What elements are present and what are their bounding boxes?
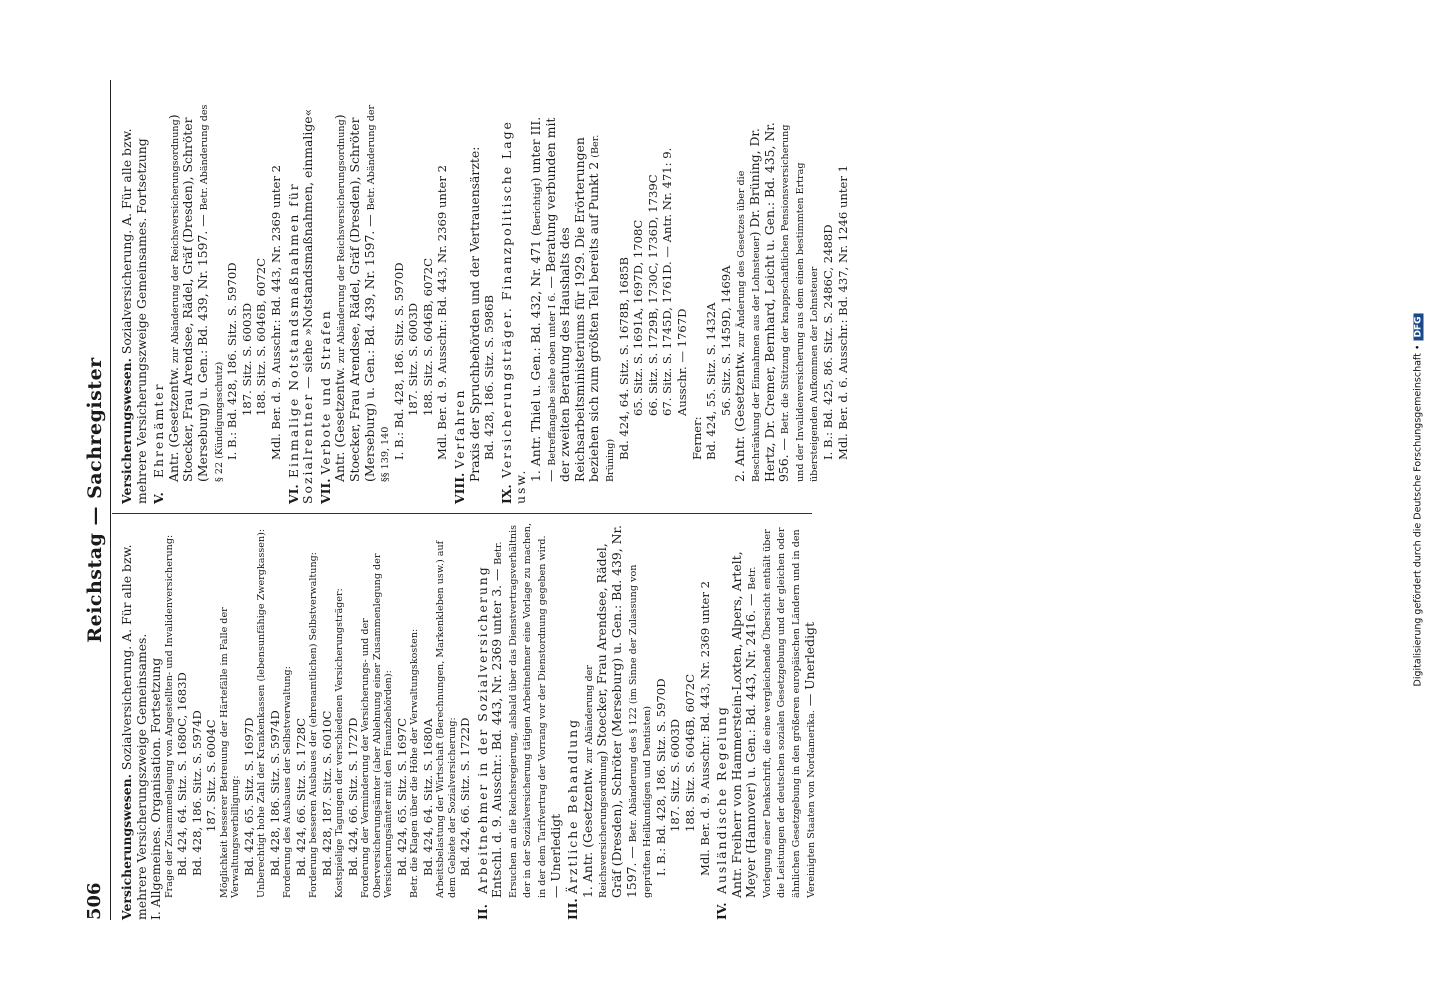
index-entry: Bd. 428, 186. Sitz. S. 5974D (189, 710, 204, 876)
index-entry: Bd. 428, 186. Sitz. S. 5986B (482, 294, 497, 460)
index-entry: 2. Antr. (Gesetzentw. zur Änderung des Gesetzes über die Beschränkung der Einnahmen aus der Lohnsteuer) Dr. Brüning, Dr. Hertz, Dr. Cremer, Bernhard, Leicht u. Gen.: Bd. 435, Nr. 956. — Betr. die Stützung der knappschaftlichen Pensionsversicherung und der Invalidenversicherung aus dem einen bestimmten Ertrag übersteigenden Aufkommen der Lohnsteuer (732, 122, 821, 482)
index-entry: 65. Sitz. S. 1691A, 1697D, 1708C (631, 219, 646, 416)
index-entry: I. B.: Bd. 428, 186. Sitz. S. 5970D (391, 262, 406, 460)
funding-note: Digitalisierung gefördert durch die Deutsche Forschungsgemeinschaft • (1412, 344, 1424, 687)
index-entry: Unberechtigt hohe Zahl der Krankenkassen (lebensunfähige Zwergkassen): (256, 528, 268, 898)
index-entry: 187. Sitz. S. 6004C (204, 719, 219, 832)
index-entry: Bd. 424, 65. Sitz. S. 1697C (394, 718, 409, 876)
index-entry: III. Ärztliche Behandlung (565, 717, 581, 920)
index-entry: VIII. Verfahren (452, 388, 468, 504)
index-entry: I. B.: Bd. 428, 186. Sitz. S. 5970D (225, 262, 240, 460)
index-entry: Bd. 424, 64. Sitz. S. 1680A (420, 718, 435, 876)
index-entry: 188. Sitz. S. 6046B, 6072C (682, 674, 697, 832)
margin-credit (1413, 314, 1424, 687)
index-entry: 56. Sitz. S. 1459D, 1469A (718, 265, 733, 416)
index-entry: Mdl. Ber. d. 9. Ausschr.: Bd. 443, Nr. 2369 unter 2 (697, 580, 712, 876)
left-column (120, 520, 817, 920)
index-entry: I. Allgemeines. Organisation. Fortsetzung (148, 657, 164, 920)
index-entry: Antr. Freiherr von Hammerstein-Loxten, Alpers, Artelt, Meyer (Hannover) u. Gen.: Bd. 443, Nr. 2416. — Betr. Vorlegung einer Denkschrift, die eine vergleichende Übersicht enthält über die Leistungen der deutschen sozialen Gesetzgebung und der gleichen oder ähnlichen Gesetzgebung in den größeren europäischen Ländern und in den Vereinigten Staaten von Nordamerika. — Unerledigt (728, 527, 817, 898)
index-entry: I. B.: Bd. 428, 186. Sitz. S. 5970D (653, 678, 668, 876)
index-entry: Mdl. Ber. d. 6. Ausschr.: Bd. 437, Nr. 1246 unter 1 (835, 164, 850, 460)
index-entry: Bd. 428, 187. Sitz. S. 6010C (319, 710, 334, 876)
index-entry: Antr. (Gesetzentw. zur Abänderung der Reichsversicherungsordnung) Stoecker, Frau Arendsee, Rädel, Gräf (Dresden), Schröter (Merseburg) u. Gen.: Bd. 439, Nr. 1597. — Betr. Abänderung der §§ 139, 140 (332, 104, 392, 482)
right-column (120, 104, 850, 504)
index-entry: Bd. 424, 66. Sitz. S. 1727D (345, 717, 360, 876)
index-entry: Möglichkeit besserer Betreuung der Härtefälle im Falle der Verwaltungsverbilligung: (218, 607, 242, 898)
page-header (70, 80, 111, 920)
index-entry: Bd. 428, 186. Sitz. S. 5974D (267, 710, 282, 876)
index-entry: Forderung besseren Ausbaues der (ehrenamtlichen) Selbstverwaltung: (308, 551, 320, 898)
index-entry: Betr. die Klagen über die Höhe der Verwaltungskosten: (409, 628, 421, 898)
column-divider (112, 513, 812, 514)
index-entry: 188. Sitz. S. 6046B, 6072C (420, 258, 435, 416)
index-entry: 188. Sitz. S. 6046B, 6072C (254, 258, 269, 416)
index-entry: Versicherungswesen. Sozialversicherung. A. Für alle bzw. mehrere Versicherungszweige Gemeinsames. Fortsetzung (119, 128, 149, 504)
index-entry: IV. Ausländische Regelung (714, 705, 730, 920)
index-entry: VII. Verbote und Strafen (317, 309, 333, 504)
index-entry: 66. Sitz. S. 1729B, 1730C, 1736D, 1739C (645, 174, 660, 416)
index-entry: V. Ehrenämter (151, 382, 167, 504)
index-entry: Mdl. Ber. d. 9. Ausschr.: Bd. 443, Nr. 2369 unter 2 (435, 164, 450, 460)
index-entry: VI. Einmalige Notstandsmaßnahmen für Sozialrentner — siehe »Notstandsmaßnahmen, einmalige« (285, 108, 316, 504)
index-entry: Ferner: (689, 416, 704, 460)
index-entry: Bd. 424, 66. Sitz. S. 1722D (458, 717, 472, 876)
index-entry: 67. Sitz. S. 1745D, 1761D. — Antr. Nr. 471: 9. Ausschr. — 1767D (660, 147, 689, 416)
index-entry: Praxis der Spruchbehörden und der Vertrauensärzte: (466, 146, 482, 482)
index-entry: I. B.: Bd. 425, 86. Sitz. S. 2486C, 2488D (820, 224, 835, 460)
index-entry: Forderung des Ausbaues der Selbstverwaltung: (282, 666, 294, 898)
index-entry: IX. Versicherungsträger. Finanzpolitische Lage usw. (498, 120, 529, 504)
index-entry: 187. Sitz. S. 6003D (239, 303, 254, 416)
index-entry: Bd. 424, 64. Sitz. S. 1678B, 1685B (616, 256, 631, 460)
dfg-logo: DFG (1414, 314, 1424, 341)
index-entry: Bd. 424, 65. Sitz. S. 1697D (241, 717, 256, 876)
index-entry: Frage der Zusammenlegung von Angestellten- und Invalidenversicherung: (163, 534, 175, 898)
index-entry: Bd. 424, 64. Sitz. S. 1680C, 1683D (175, 672, 190, 876)
index-entry: 187. Sitz. S. 6003D (668, 719, 683, 832)
page-number: 506 (84, 882, 105, 920)
rotated-page (70, 80, 1310, 920)
index-entry: 187. Sitz. S. 6003D (406, 303, 421, 416)
index-entry: 1. Antr. Thiel u. Gen.: Bd. 432, Nr. 471 (Berichtigt) unter III. — Betreffangabe siehe oben unter I 6. — Beratung verbunden mit der zweiten Beratung des Haushalts des Reichsarbeitsministeriums für 1929. Die Erörterungen beziehen sich zum größten Teil bereits auf Punkt 2 (Ber. Brüning) (528, 116, 616, 482)
index-entry: Entschl. d. 9. Ausschr.: Bd. 443, Nr. 2369 unter 3. — Betr. Ersuchen an die Reichsregierung, alsbald über das Dienstvertragsverhältnis der in der Sozialversicherung tätigen Arbeitnehmer eine Vorlage zu machen, in der dem Tarifvertrag der Vorrang vor der Dienstordnung gegeben wird. — Unerledigt (489, 522, 563, 898)
index-entry: Antr. (Gesetzentw. zur Abänderung der Reichsversicherungsordnung) Stoecker, Frau Arendsee, Rädel, Gräf (Dresden), Schröter (Merseburg) u. Gen.: Bd. 439, Nr. 1597. — Betr. Abänderung des § 22 (Kündigungsschutz) (165, 104, 225, 482)
index-entry: II. Arbeitnehmer in der Sozialversicherung (474, 565, 490, 920)
index-entry: Mdl. Ber. d. 9. Ausschr.: Bd. 443, Nr. 2369 unter 2 (268, 164, 283, 460)
index-entry: 1. Antr. (Gesetzentw. zur Abänderung der Reichsversicherungsordnung) Stoecker, Frau Arendsee, Rädel, Gräf (Dresden), Schröter (Merseburg) u. Gen.: Bd. 439, Nr. 1597. — Betr. Abänderung des § 122 (im Sinne der Zulassung von geprüften Heilkundigen und Dentisten) (579, 525, 654, 898)
index-entry: Bd. 424, 55. Sitz. S. 1432A (704, 302, 719, 460)
index-entry: Arbeitsbelastung der Wirtschaft (Berechnungen, Markenkleben usw.) auf dem Gebiete der Sozialversicherung: (435, 540, 458, 898)
index-entry: Forderung der Verminderung der Versicherungs- und der Oberversicherungsämter (aber Ablehnung einer Zusammenlegung der Versicherungsämter mit den Finanzbehörden): (360, 553, 395, 898)
index-entry: Versicherungswesen. Sozialversicherung. A. Für alle bzw. mehrere Versicherungszweige Gemeinsames. (119, 544, 149, 920)
index-entry: Kostspielige Tagungen der verschiedenen Versicherungsträger: (334, 588, 346, 898)
running-head: Reichstag — Sachregister (84, 357, 106, 643)
index-entry: Bd. 424, 66. Sitz. S. 1728C (293, 718, 308, 876)
